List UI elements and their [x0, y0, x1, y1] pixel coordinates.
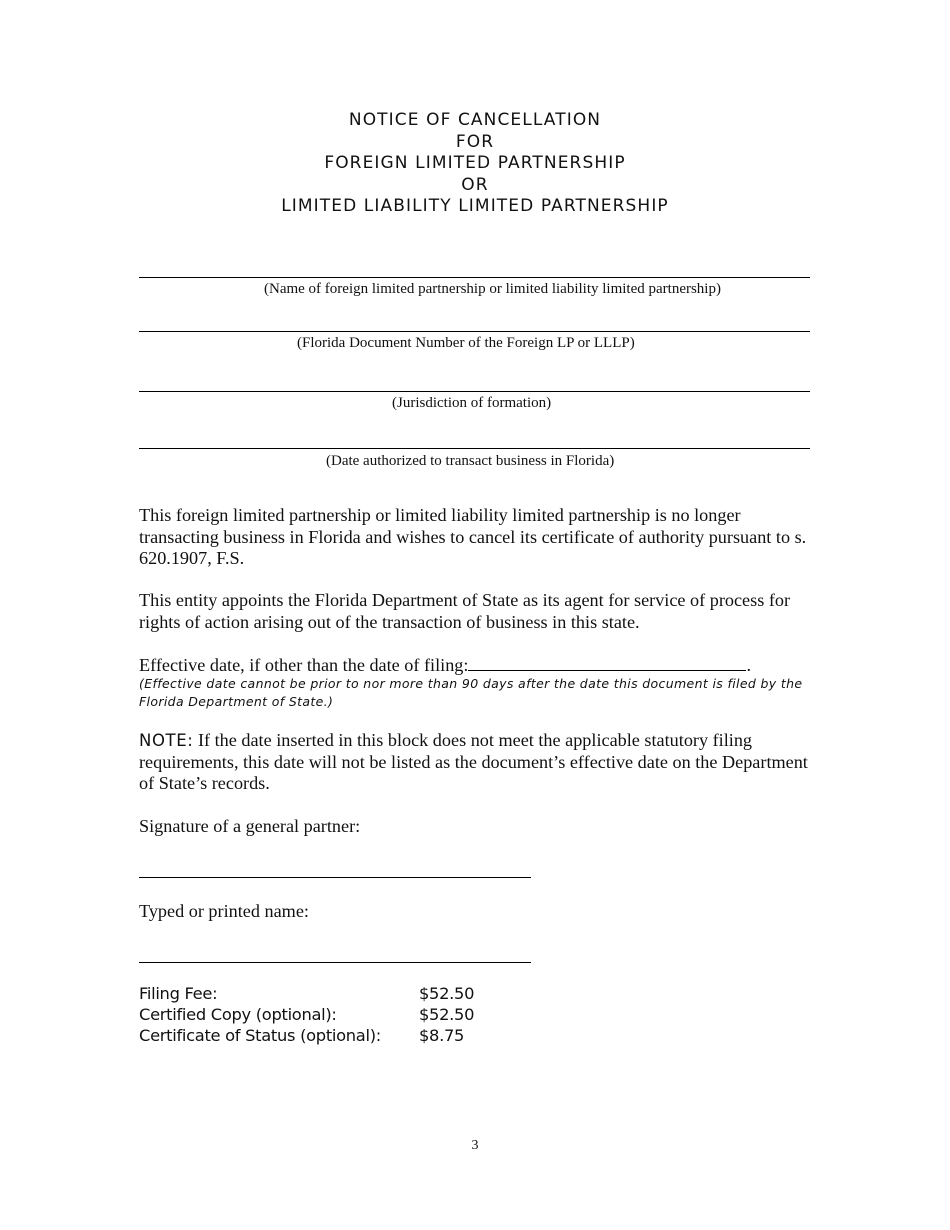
fee-table — [139, 983, 474, 1046]
title-line-4: OR — [461, 174, 489, 195]
title-line-5: LIMITED LIABILITY LIMITED PARTNERSHIP — [281, 196, 669, 216]
partnership-name-field[interactable] — [139, 277, 810, 278]
note-text: If the date inserted in this block does not meet the applicable statutory filing requirements, this date will not be listed as the document’s effective date on the Department of State’s records. — [139, 730, 808, 793]
jurisdiction-caption: (Jurisdiction of formation) — [392, 395, 552, 411]
document-number-field[interactable] — [139, 331, 810, 332]
agent-appointment-statement: This entity appoints the Florida Department of State as its agent for service of process for rights of action arising out of the transaction of business in this state. — [139, 590, 791, 632]
effective-date-row — [139, 655, 751, 677]
note-paragraph — [139, 730, 819, 795]
fee-amount: $52.50 — [419, 1005, 475, 1024]
title-line-1: NOTICE OF CANCELLATION — [348, 110, 602, 130]
partnership-name-caption: (Name of foreign limited partnership or limited liability limited partnership) — [264, 281, 721, 297]
date-authorized-field[interactable] — [139, 448, 810, 449]
cancellation-statement: This foreign limited partnership or limited liability limited partnership is no longer transacting business in Florida and wishes to cancel its certificate of authority pursuant to s. 620.1907, F.S. — [139, 505, 807, 568]
fee-amount: $8.75 — [419, 1026, 465, 1045]
fee-row — [139, 1025, 474, 1046]
page-number: 3 — [471, 1138, 479, 1153]
signature-label: Signature of a general partner: — [139, 816, 361, 836]
title-line-3: FOREIGN LIMITED PARTNERSHIP — [324, 153, 626, 173]
jurisdiction-field[interactable] — [139, 391, 810, 392]
signature-field[interactable] — [139, 877, 531, 878]
printed-name-label: Typed or printed name: — [139, 901, 309, 921]
fee-row — [139, 983, 474, 1004]
title-line-2: FOR — [455, 131, 495, 152]
effective-date-note: (Effective date cannot be prior to nor more than 90 days after the date this document is filed by the Florida Department of State.) — [139, 676, 803, 709]
fee-label: Certified Copy (optional): — [139, 1005, 337, 1024]
document-number-caption: (Florida Document Number of the Foreign LP or LLLP) — [297, 335, 635, 351]
effective-date-period: . — [746, 655, 751, 675]
fee-label: Filing Fee: — [139, 984, 218, 1003]
note-heading: NOTE: — [139, 731, 194, 750]
fee-label: Certificate of Status (optional): — [139, 1026, 381, 1045]
date-authorized-caption: (Date authorized to transact business in Florida) — [326, 453, 615, 469]
effective-date-label: Effective date, if other than the date of filing: — [139, 655, 469, 675]
printed-name-field[interactable] — [139, 962, 531, 963]
effective-date-field[interactable] — [468, 655, 746, 671]
document-title — [0, 110, 950, 218]
fee-row — [139, 1004, 474, 1025]
fee-amount: $52.50 — [419, 984, 475, 1003]
